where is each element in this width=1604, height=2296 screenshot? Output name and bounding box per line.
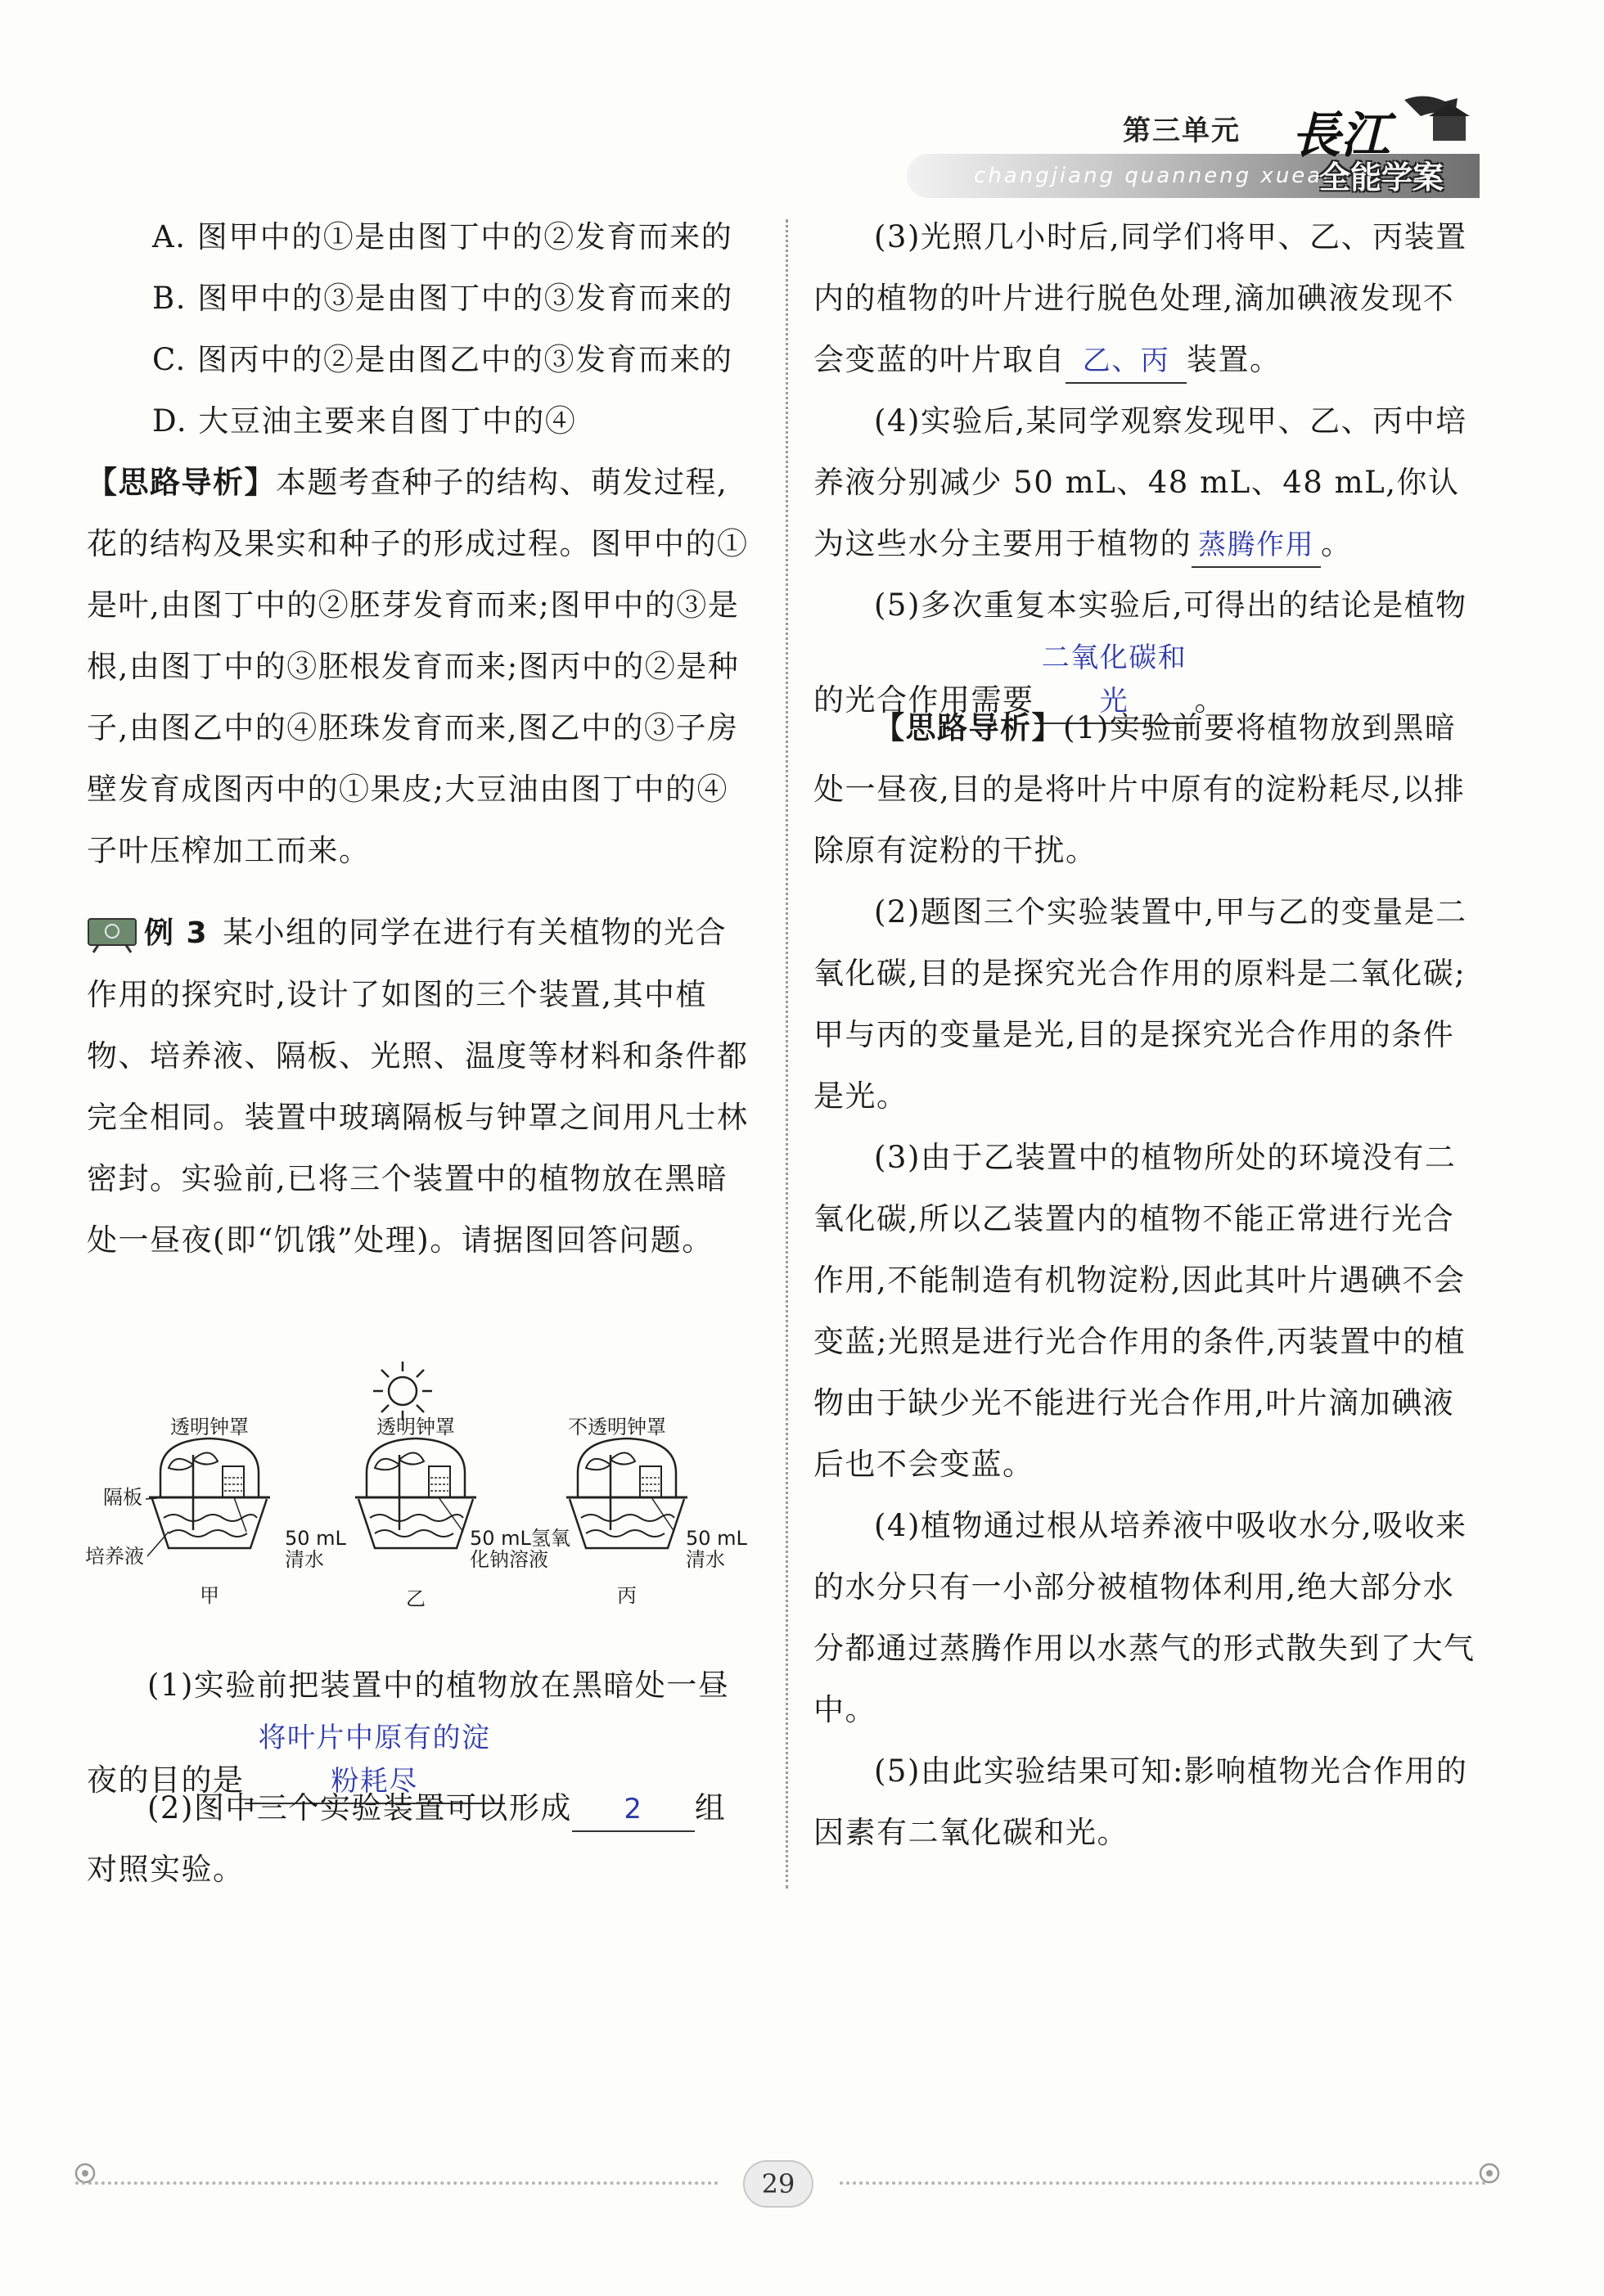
culture-fluid-label: 培养液 — [85, 1545, 144, 1568]
option-d: D. 大豆油主要来自图丁中的④ — [152, 403, 577, 439]
question-5-text: (5)多次重复本实验后,可得出的结论是植物的光合作用需要 — [813, 588, 1467, 718]
device-yi — [355, 1438, 476, 1548]
question-2-answer: 2 — [624, 1793, 643, 1826]
answer-options — [87, 206, 751, 452]
example-text: 某小组的同学在进行有关植物的光合作用的探究时,设计了如图的三个装置,其中植物、培养液、隔板、光照、温度等材料和条件都完全相同。装置中玻璃隔板与钟罩之间用凡士林密封。实验前,已将三个装置中的植物放在黑暗处一昼夜(即“饥饿”处理)。请据图回答问题。 — [87, 915, 749, 1258]
question-3-text: (3)光照几小时后,同学们将甲、乙、丙装置内的植物的叶片进行脱色处理,滴加碘液发现不会变蓝的叶片取自 — [813, 219, 1467, 377]
device-name-yi: 乙 — [406, 1587, 426, 1610]
header-pinyin: changjiang quanneng xuean — [974, 164, 1339, 188]
analysis-p1 — [813, 697, 1485, 881]
analysis-block-left — [87, 452, 751, 881]
question-4-suffix: 。 — [1321, 526, 1353, 561]
question-2-blank — [572, 1787, 695, 1832]
question-3-answer: 乙、丙 — [1082, 344, 1170, 377]
question-3 — [813, 206, 1485, 390]
analysis-p2: (2)题图三个实验装置中,甲与乙的变量是二氧化碳,目的是探究光合作用的原料是二氧化碳;甲与丙的变量是光,目的是探究光合作用的条件是光。 — [813, 894, 1467, 1114]
bell-label-yi: 透明钟罩 — [376, 1416, 455, 1438]
footer-ornament-left — [69, 2157, 101, 2190]
question-1-text: (1)实验前把装置中的植物放在黑暗处一昼夜的目的是 — [87, 1668, 730, 1798]
option-b: B. 图甲中的③是由图丁中的③发育而来的 — [152, 281, 733, 316]
experiment-figure — [79, 1358, 750, 1628]
question-4-blank — [1192, 523, 1321, 568]
question-3-blank — [1066, 339, 1187, 384]
brand-logo-top: 長江 — [1291, 107, 1390, 164]
example-label: 例 3 — [144, 916, 209, 950]
liquid-bing-line2: 清水 — [686, 1548, 725, 1571]
device-bing — [566, 1438, 687, 1548]
device-jia — [149, 1438, 270, 1548]
brand-logo-bottom: 全能学案 — [1319, 160, 1444, 196]
bell-label-jia: 透明钟罩 — [170, 1416, 249, 1438]
question-5-suffix: 。 — [1194, 682, 1226, 718]
option-c: C. 图丙中的②是由图乙中的③发育而来的 — [152, 342, 733, 377]
blackboard-icon — [87, 917, 137, 953]
footer-rule-right — [840, 2181, 1486, 2185]
question-4-text: (4)实验后,某同学观察发现甲、乙、丙中培养液分别减少 50 mL、48 mL、48 mL,你认为这些水分主要用于植物的 — [813, 403, 1467, 561]
question-4 — [813, 390, 1485, 574]
analysis-tag: 【思路导析】 — [87, 465, 276, 500]
analysis-p5: (5)由此实验结果可知:影响植物光合作用的因素有二氧化碳和光。 — [813, 1754, 1468, 1850]
liquid-jia-line2: 清水 — [285, 1548, 324, 1571]
device-name-jia: 甲 — [200, 1584, 219, 1607]
question-5-answer: 二氧化碳和光 — [1041, 642, 1187, 718]
page-number: 29 — [743, 2160, 813, 2208]
liquid-yi-line1: 50 mL氢氧 — [470, 1527, 570, 1550]
footer-rule-left — [75, 2181, 719, 2185]
question-2 — [87, 1777, 751, 1900]
column-divider — [786, 219, 788, 1889]
partition-label: 隔板 — [103, 1486, 142, 1509]
device-name-bing: 丙 — [617, 1584, 637, 1607]
analysis-p1-text: (1)实验前要将植物放到黑暗处一昼夜,目的是将叶片中原有的淀粉耗尽,以排除原有淀粉的干扰。 — [813, 710, 1466, 868]
footer-ornament-right — [1473, 2157, 1506, 2190]
liquid-yi-line2: 化钠溶液 — [470, 1548, 548, 1571]
example-3 — [87, 902, 751, 1271]
liquid-bing-line1: 50 mL — [686, 1527, 747, 1550]
analysis-text: 本题考查种子的结构、萌发过程,花的结构及果实和种子的形成过程。图甲中的①是叶,由图丁中的②胚芽发育而来;图甲中的③是根,由图丁中的③胚根发育而来;图丙中的②是种子,由图乙中的④胚珠发育而来,图乙中的③子房壁发育成图丙中的①果皮;大豆油由图丁中的④子叶压榨加工而来。 — [87, 465, 749, 868]
question-2-text: (2)图中三个实验装置可以形成 — [147, 1790, 572, 1826]
question-1-answer: 将叶片中原有的淀粉耗尽 — [258, 1722, 491, 1798]
question-3-suffix: 装置。 — [1187, 342, 1282, 377]
unit-title: 第三单元 — [1123, 115, 1241, 147]
analysis-p3: (3)由于乙装置中的植物所处的环境没有二氧化碳,所以乙装置内的植物不能正常进行光合作用,不能制造有机物淀粉,因此其叶片遇碘不会变蓝;光照是进行光合作用的条件,丙装置中的植物由于缺少光不能进行光合作用,叶片滴加碘液后也不会变蓝。 — [813, 1140, 1467, 1482]
option-a: A. 图甲中的①是由图丁中的②发育而来的 — [152, 219, 733, 254]
analysis-tag-right: 【思路导析】 — [874, 710, 1063, 745]
sun-icon — [373, 1362, 432, 1420]
liquid-jia-line1: 50 mL — [285, 1527, 346, 1550]
analysis-p4: (4)植物通过根从培养液中吸收水分,吸收来的水分只有一小部分被植物体利用,绝大部分水分都通过蒸腾作用以水蒸气的形式散失到了大气中。 — [813, 1508, 1476, 1727]
question-4-answer: 蒸腾作用 — [1198, 529, 1314, 561]
question-2-suffix: 组对照实验。 — [87, 1790, 727, 1887]
bell-label-bing: 不透明钟罩 — [568, 1416, 666, 1438]
